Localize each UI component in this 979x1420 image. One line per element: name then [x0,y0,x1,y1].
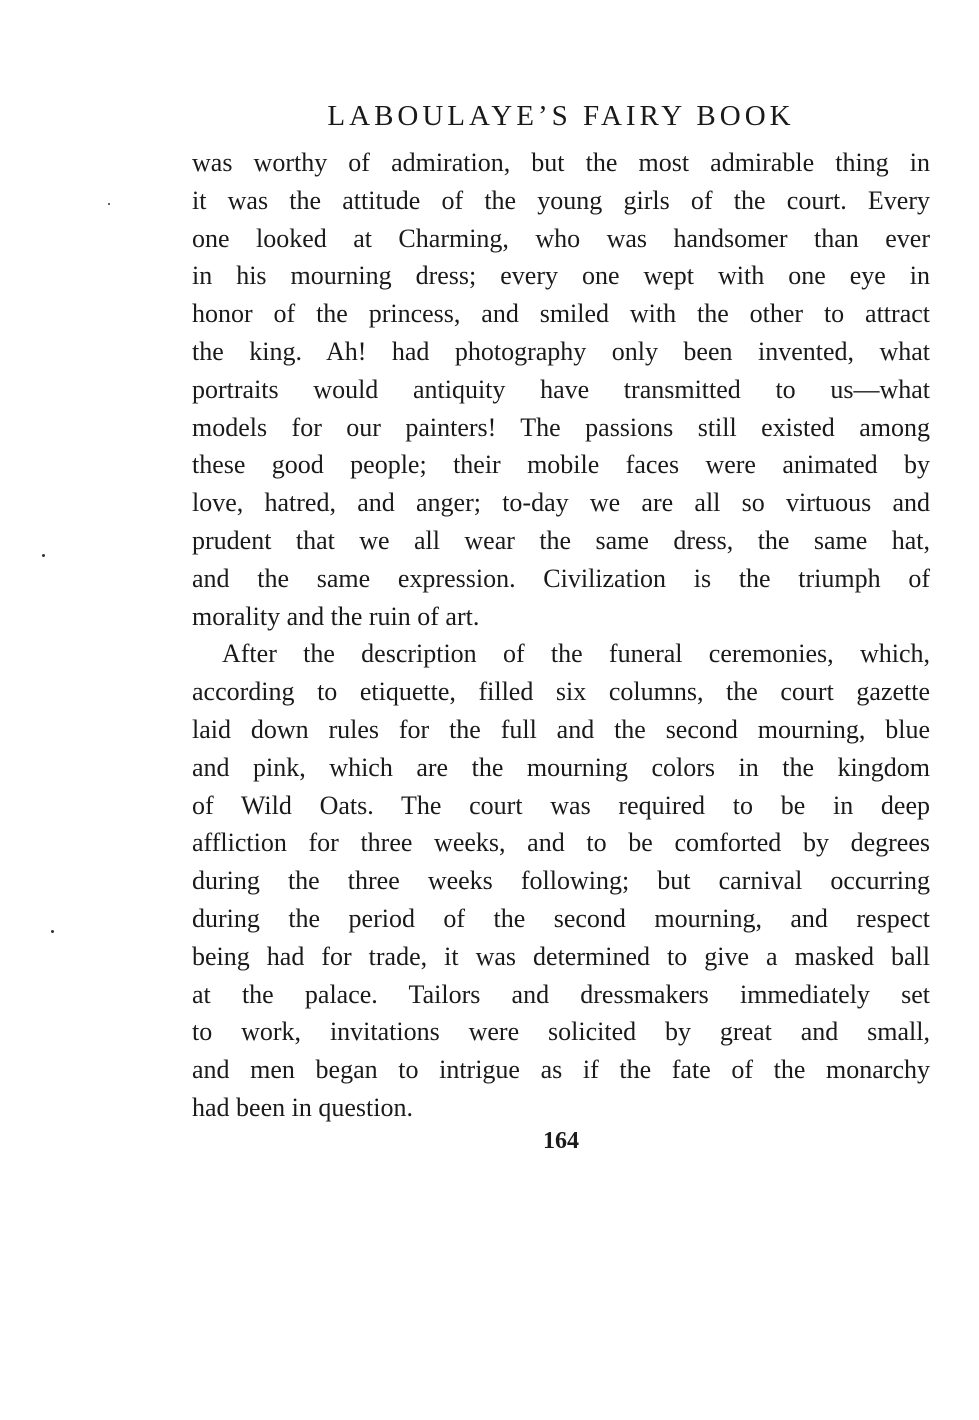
text-line: according to etiquette, filled six columns, the court gazette [192,677,930,707]
text-line: was worthy of admiration, but the most admirable thing in [192,148,930,177]
body-text [192,144,930,1127]
text-line: in his mourning dress; every one wept with one eye in [192,261,930,291]
text-line: the king. Ah! had photography only been invented, what [192,336,930,366]
page-number: 164 [543,1128,579,1154]
scan-speck [42,554,45,557]
text-line: during the period of the second mourning, and respect [192,903,930,933]
text-line: these good people; their mobile faces were animated by [192,450,930,480]
text-line: models for our painters! The passions still existed among [192,412,930,442]
text-line: being had for trade, it was determined to give a masked ball [192,941,930,971]
paragraph-2 [192,635,930,1126]
text-line: to work, invitations were solicited by great and small, [192,1017,930,1047]
text-line: and pink, which are the mourning colors in the kingdom [192,752,930,782]
paragraph-1 [192,144,930,635]
scan-speck [51,930,54,933]
text-line: of Wild Oats. The court was required to be in deep [192,790,930,820]
text-line: prudent that we all wear the same dress, the same hat, [192,525,930,555]
text-line: honor of the princess, and smiled with the other to attract [192,299,930,329]
text-line: laid down rules for the full and the second mourning, blue [192,714,930,744]
text-line: had been in question. [192,1092,413,1122]
text-line: affliction for three weeks, and to be comforted by degrees [192,828,930,858]
text-line: morality and the ruin of art. [192,601,480,631]
text-line: portraits would antiquity have transmitted to us—what [192,374,930,404]
text-line: one looked at Charming, who was handsomer than ever [192,223,930,253]
text-line: at the palace. Tailors and dressmakers immediately set [192,979,930,1009]
text-line: and men began to intrigue as if the fate of the monarchy [192,1055,930,1085]
text-line: After the description of the funeral ceremonies, which, [222,639,930,669]
text-line: love, hatred, and anger; to-day we are all so virtuous and [192,488,930,518]
scan-speck [108,203,110,205]
running-head: LABOULAYE’S FAIRY BOOK [327,100,795,132]
text-line: it was the attitude of the young girls of the court. Every [192,185,930,215]
text-line: during the three weeks following; but carnival occurring [192,866,930,896]
text-line: and the same expression. Civilization is the triumph of [192,563,930,593]
